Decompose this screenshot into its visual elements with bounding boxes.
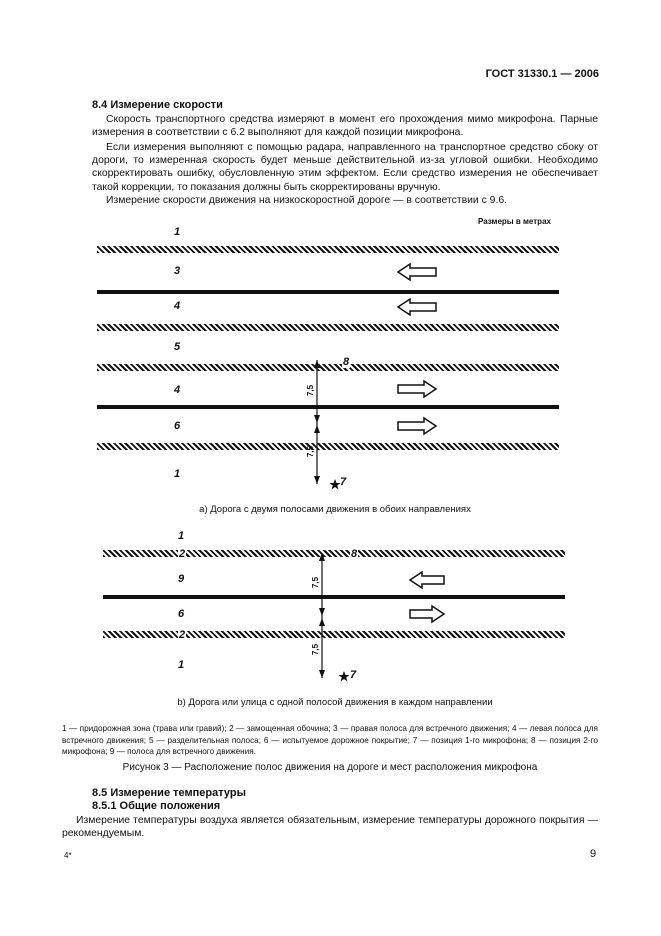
arrow-right-icon — [410, 606, 444, 622]
dimension-label: 7,5 — [311, 576, 321, 589]
zone-label: 4 — [174, 300, 181, 312]
paragraph-1: Скорость транспортного средства измеряют в момент его прохождения мимо микрофона. Парные измерения в соответствии с 6.2 выполняют для каждой позиции микрофона. — [92, 114, 598, 139]
paragraph-3: Измерение скорости движения на низкоскоростной дороге — в соответствии с 9.6. — [106, 195, 508, 206]
zone-label: 3 — [174, 265, 181, 277]
signature-mark: 4* — [64, 851, 72, 860]
figure-legend: 1 — придорожная зона (трава или гравий); 2 — замощенная обочина; 3 — правая полоса для встречного движения; 4 — левая полоса для встречного движения; 5 — разделительная полоса; 6 — испытуемое дорожное покрытие; 7 — позиция 1-го микрофона; 8 — позиция 2-го микрофона; 9 — полоса для встречного движения. — [62, 724, 598, 757]
mic1-label: 7 — [350, 669, 357, 681]
zone-label: 6 — [178, 608, 185, 620]
paragraph-temperature: Измерение температуры воздуха является обязательным, измерение температуры дорожного покрытия — рекомендуемым. — [62, 815, 598, 840]
zone-label: 2 — [179, 548, 186, 560]
zone-label: 1 — [174, 468, 181, 480]
diagram-b-caption: b) Дорога или улица с одной полосой движения в каждом направлении — [177, 697, 493, 708]
mic2-label: 8 — [351, 548, 358, 560]
zone-label: 1 — [178, 530, 185, 542]
dimensions-note: Размеры в метрах — [478, 217, 551, 226]
section-8-5-title: 8.5 Измерение температуры — [92, 787, 246, 799]
mic2-label: 8 — [343, 356, 350, 368]
zone-label: 6 — [174, 420, 181, 432]
zone-label: 1 — [178, 659, 185, 671]
dimension-label: 7,5 — [306, 445, 316, 458]
section-8-5-1-title: 8.5.1 Общие положения — [92, 800, 221, 812]
page-number: 9 — [590, 848, 597, 860]
section-8-4-title: 8.4 Измерение скорости — [92, 99, 223, 111]
zone-label: 4 — [174, 384, 181, 396]
arrow-left-icon — [410, 572, 444, 588]
zone-label: 5 — [174, 341, 181, 353]
document-id: ГОСТ 31330.1 — 2006 — [485, 68, 599, 80]
microphone-star-icon — [339, 671, 350, 682]
paragraph-2: Если измерения выполняют с помощью радара, направленного на транспортное средство сбоку от дороги, то измеренная скорость будет меньше действительной из-за угловой ошибки. Необходимо скорректировать ошибку, обусловленную этим эффектом. Если средство измерения не обеспечивает такой коррекции, то показания должны быть скорректированы вручную. — [92, 142, 598, 193]
zone-label: 2 — [179, 629, 186, 641]
dimension-label: 7,5 — [311, 643, 321, 656]
mic1-label: 7 — [340, 476, 347, 488]
zone-label: 9 — [178, 573, 185, 585]
diagram-a-caption: а) Дорога с двумя полосами движения в обоих направлениях — [199, 504, 471, 515]
dimension-label: 7,5 — [306, 384, 316, 397]
zone-label: 1 — [174, 226, 181, 238]
figure-title: Рисунок 3 — Расположение полос движения на дороге и мест расположения микрофона — [122, 762, 538, 773]
